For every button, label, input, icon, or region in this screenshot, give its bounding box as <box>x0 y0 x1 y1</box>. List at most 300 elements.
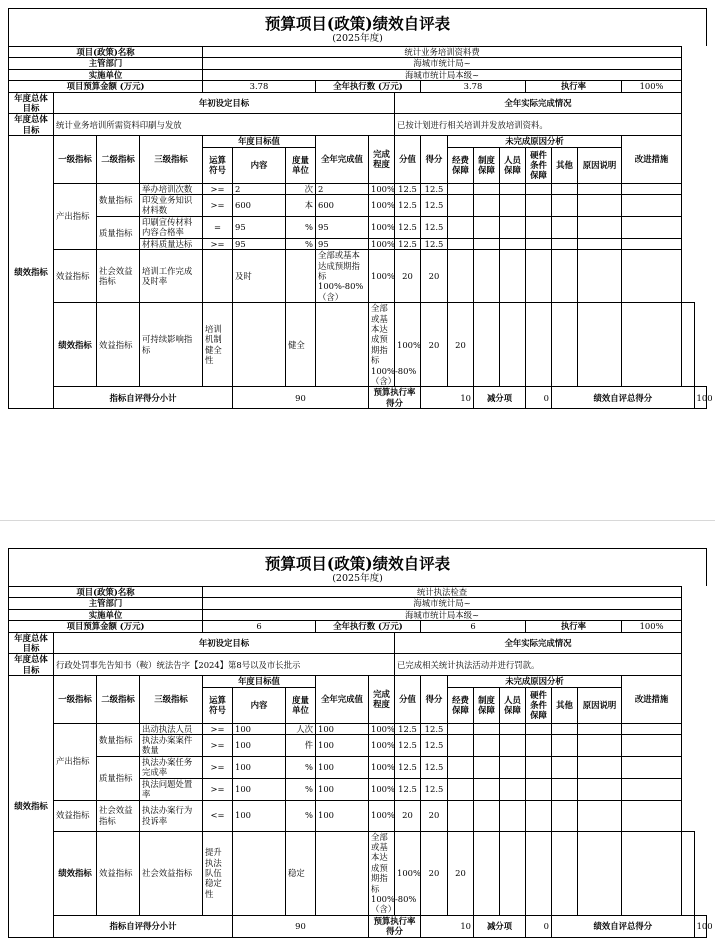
unit-cell: % <box>286 756 316 778</box>
table-row <box>9 756 707 778</box>
impl-value: 海城市统计局本级~ <box>203 69 682 80</box>
quantity-l2: 数量指标 <box>97 723 140 756</box>
actual-value-cell: 95 <box>316 238 369 249</box>
other-cell <box>552 735 578 757</box>
score-cell: 12.5 <box>421 735 448 757</box>
operator-cell: >= <box>203 238 233 249</box>
exec-rate-label: 执行率 <box>526 621 622 632</box>
reason-cell <box>578 735 622 757</box>
actual-value-cell: 100 <box>316 778 369 800</box>
hardware-cell <box>526 778 552 800</box>
budget-label: 项目预算金额 (万元) <box>9 621 203 632</box>
system-cell <box>474 250 500 303</box>
improve-cell <box>622 735 682 757</box>
reason-header: 原因说明 <box>578 147 622 183</box>
score-header: 得分 <box>421 136 448 183</box>
system-cell <box>474 195 500 217</box>
budget-score-value: 10 <box>421 387 474 409</box>
improve-cell <box>622 756 682 778</box>
benefit-l1: 效益指标 <box>54 250 97 303</box>
perf-indicators-label: 绩效指标 <box>9 676 54 937</box>
improve-header: 改进措施 <box>622 136 682 183</box>
score-cell: 20 <box>421 250 448 303</box>
score-cell: 12.5 <box>421 238 448 249</box>
unit-cell: 次 <box>286 183 316 194</box>
goal-label: 年度总体目标 <box>9 114 54 136</box>
funding-cell <box>474 303 500 387</box>
project-name-value: 统计业务培训资料费 <box>203 47 682 58</box>
target-content-cell: 600 <box>233 195 286 217</box>
target-content-cell: 100 <box>233 735 286 757</box>
unit-cell: % <box>286 800 316 831</box>
actual-value-cell: 2 <box>316 183 369 194</box>
impl-value: 海城市统计局本级~ <box>203 609 682 620</box>
funding-cell <box>448 800 474 831</box>
budget-value: 6 <box>203 621 316 632</box>
operator-cell: >= <box>203 723 233 734</box>
dept-label: 主管部门 <box>9 58 203 69</box>
operator-cell: <= <box>203 800 233 831</box>
actual-value-cell: 全部或基本达成预期指标100%-80%（含） <box>369 831 395 915</box>
system-cell <box>474 735 500 757</box>
self-subtotal-label: 指标自评得分小计 <box>54 915 233 937</box>
reason-cell <box>578 195 622 217</box>
reason-cell <box>578 238 622 249</box>
system-cell <box>474 800 500 831</box>
output-l1: 产出指标 <box>54 183 97 249</box>
system-header: 制度保障 <box>474 147 500 183</box>
hardware-cell <box>552 303 578 387</box>
funding-header: 经费保障 <box>448 147 474 183</box>
funding-cell <box>448 195 474 217</box>
op-header: 运算符号 <box>203 147 233 183</box>
benefit-l2: 社会效益指标 <box>97 250 140 303</box>
reason-cell <box>622 303 682 387</box>
level3-cell: 执法办案任务完成率 <box>140 756 203 778</box>
reason-cell <box>578 800 622 831</box>
unit-cell: 件 <box>286 735 316 757</box>
project-name-value: 统计执法检查 <box>203 587 682 598</box>
funding-cell <box>448 756 474 778</box>
exec-label: 全年执行数 (万元) <box>316 81 421 92</box>
form-header <box>8 8 707 46</box>
actual-value-cell: 95 <box>316 216 369 238</box>
exec-value: 3.78 <box>421 81 526 92</box>
benefit-l2: 社会效益指标 <box>97 800 140 831</box>
completion-cell: 100% <box>369 778 395 800</box>
system-cell <box>500 303 526 387</box>
staff-cell <box>500 723 526 734</box>
other-header: 其他 <box>552 147 578 183</box>
actual-value-cell: 全部或基本达成预期指标100%-80%（含） <box>316 250 369 303</box>
score-cell: 12.5 <box>421 756 448 778</box>
impl-label: 实施单位 <box>9 69 203 80</box>
deduct-label: 减分项 <box>474 915 526 937</box>
unit-cell: 人次 <box>286 723 316 734</box>
level3-cell: 执法问题处置率 <box>140 778 203 800</box>
project-name-label: 项目(政策)名称 <box>9 47 203 58</box>
total-value: 100 <box>694 387 706 409</box>
budget-score-label: 预算执行率得分 <box>369 387 421 409</box>
level1-header: 一级指标 <box>54 136 97 183</box>
target-content-cell: 95 <box>233 216 286 238</box>
level1-header: 一级指标 <box>54 676 97 723</box>
unit-cell: % <box>286 778 316 800</box>
self-subtotal-label: 指标自评得分小计 <box>54 387 233 409</box>
operator-cell <box>203 250 233 303</box>
completion-header: 完成程度 <box>369 676 395 723</box>
unit-header: 度量单位 <box>286 687 316 723</box>
level3-header: 三级指标 <box>140 136 203 183</box>
form-title: 预算项目(政策)绩效自评表 <box>264 14 451 33</box>
staff-header: 人员保障 <box>500 147 526 183</box>
level3-cell: 培训工作完成及时率 <box>140 250 203 303</box>
output-l1: 产出指标 <box>54 723 97 800</box>
score-value-cell: 12.5 <box>395 195 421 217</box>
budget-value: 3.78 <box>203 81 316 92</box>
score-value-cell: 12.5 <box>395 735 421 757</box>
completion-cell: 100% <box>369 195 395 217</box>
funding-cell <box>448 778 474 800</box>
funding-cell <box>448 216 474 238</box>
level3-cell: 印刷宣传材料内容合格率 <box>140 216 203 238</box>
other-header: 其他 <box>552 687 578 723</box>
hardware-cell <box>552 831 578 915</box>
score-cell: 12.5 <box>421 195 448 217</box>
form-year: (2025年度) <box>332 33 383 44</box>
score-value-cell: 12.5 <box>395 216 421 238</box>
system-cell <box>474 723 500 734</box>
reason-header: 原因说明 <box>578 687 622 723</box>
total-value: 100 <box>694 915 706 937</box>
actual-goal-header: 全年实际完成情况 <box>395 92 682 114</box>
unit-cell <box>316 303 369 387</box>
score-value-cell: 20 <box>395 250 421 303</box>
project-name-label: 项目(政策)名称 <box>9 587 203 598</box>
hardware-cell <box>526 216 552 238</box>
perf-indicators-label-2: 绩效指标 <box>54 831 97 915</box>
funding-cell <box>448 735 474 757</box>
quantity-l2: 数量指标 <box>97 183 140 216</box>
score-value-cell: 20 <box>421 303 448 387</box>
completion-cell: 100% <box>369 250 395 303</box>
score-cell: 20 <box>448 303 474 387</box>
other-cell <box>552 195 578 217</box>
score-cell: 12.5 <box>421 778 448 800</box>
actual-value-cell: 100 <box>316 735 369 757</box>
exec-label: 全年执行数 (万元) <box>316 621 421 632</box>
unit-cell: 本 <box>286 195 316 217</box>
reason-cell <box>578 216 622 238</box>
target-content-cell: 2 <box>233 183 286 194</box>
hardware-cell <box>526 195 552 217</box>
hardware-cell <box>526 183 552 194</box>
goal-label: 年度总体目标 <box>9 632 54 654</box>
improve-cell <box>682 831 694 915</box>
benefit-l1: 效益指标 <box>54 800 97 831</box>
operator-cell <box>233 831 286 915</box>
target-content-cell: 100 <box>233 800 286 831</box>
benefit2-l2: 社会效益指标 <box>140 831 203 915</box>
funding-header: 经费保障 <box>448 687 474 723</box>
improve-cell <box>622 723 682 734</box>
other-cell <box>552 238 578 249</box>
exec-rate-value: 100% <box>622 81 682 92</box>
target-content-cell: 100 <box>233 756 286 778</box>
level3-cell: 出动执法人员 <box>140 723 203 734</box>
level3-cell: 执法办案案件数量 <box>140 735 203 757</box>
unit-cell <box>316 831 369 915</box>
budget-label: 项目预算金额 (万元) <box>9 81 203 92</box>
table-row <box>9 831 707 915</box>
unfinished-header: 未完成原因分析 <box>448 136 622 147</box>
score-cell: 12.5 <box>421 723 448 734</box>
dept-value: 海城市统计局~ <box>203 598 682 609</box>
score-header: 得分 <box>421 676 448 723</box>
improve-cell <box>622 238 682 249</box>
score-value-header: 分值 <box>395 676 421 723</box>
target-content-cell: 95 <box>233 238 286 249</box>
level3-cell: 材料质量达标 <box>140 238 203 249</box>
level3-cell: 培训机制健全性 <box>203 303 233 387</box>
funding-cell <box>448 723 474 734</box>
improve-cell <box>622 195 682 217</box>
table-row <box>9 250 707 303</box>
improve-cell <box>622 216 682 238</box>
improve-cell <box>622 250 682 303</box>
hardware-cell <box>526 756 552 778</box>
score-cell: 12.5 <box>421 183 448 194</box>
table-row <box>9 183 707 194</box>
content-header: 内容 <box>233 687 286 723</box>
system-header: 制度保障 <box>474 687 500 723</box>
target-content-cell: 及时 <box>233 250 286 303</box>
score-value-cell: 12.5 <box>395 723 421 734</box>
staff-cell <box>500 250 526 303</box>
self-subtotal-value: 90 <box>233 915 369 937</box>
funding-cell <box>448 238 474 249</box>
evaluation-table <box>8 46 713 409</box>
reason-cell <box>578 723 622 734</box>
full-year-header: 全年完成值 <box>316 136 369 183</box>
level3-cell: 提升执法队伍稳定性 <box>203 831 233 915</box>
funding-cell <box>448 250 474 303</box>
budget-score-label: 预算执行率得分 <box>369 915 421 937</box>
hardware-cell <box>526 723 552 734</box>
level2-header: 二级指标 <box>97 136 140 183</box>
deduct-label: 减分项 <box>474 387 526 409</box>
score-cell: 20 <box>448 831 474 915</box>
other-cell <box>552 778 578 800</box>
actual-value-cell: 100 <box>316 756 369 778</box>
unit-cell <box>286 250 316 303</box>
exec-rate-value: 100% <box>622 621 682 632</box>
operator-cell: = <box>203 216 233 238</box>
deduct-value: 0 <box>526 915 552 937</box>
table-row <box>9 800 707 831</box>
improve-cell <box>622 800 682 831</box>
completion-cell: 100% <box>369 238 395 249</box>
staff-cell <box>500 778 526 800</box>
total-label: 绩效自评总得分 <box>552 387 695 409</box>
table-row <box>9 216 707 238</box>
staff-cell <box>500 195 526 217</box>
completion-cell: 100% <box>395 831 421 915</box>
deduct-value: 0 <box>526 387 552 409</box>
hardware-header: 硬件条件保障 <box>526 147 552 183</box>
staff-cell <box>526 831 552 915</box>
target-content-cell: 稳定 <box>286 831 316 915</box>
improve-cell <box>622 183 682 194</box>
form-title: 预算项目(政策)绩效自评表 <box>264 554 451 573</box>
evaluation-table <box>8 586 713 938</box>
completion-cell: 100% <box>369 735 395 757</box>
other-cell <box>552 216 578 238</box>
target-content-cell: 健全 <box>286 303 316 387</box>
reason-cell <box>578 183 622 194</box>
staff-cell <box>526 303 552 387</box>
completion-cell: 100% <box>369 800 395 831</box>
score-cell: 20 <box>421 800 448 831</box>
operator-cell: >= <box>203 756 233 778</box>
other-cell <box>552 800 578 831</box>
funding-cell <box>474 831 500 915</box>
op-header: 运算符号 <box>203 687 233 723</box>
level3-cell: 举办培训次数 <box>140 183 203 194</box>
completion-cell: 100% <box>369 723 395 734</box>
score-cell: 12.5 <box>421 216 448 238</box>
unit-cell: % <box>286 216 316 238</box>
dept-value: 海城市统计局~ <box>203 58 682 69</box>
table-row <box>9 723 707 734</box>
operator-cell <box>233 303 286 387</box>
init-goal-header: 年初设定目标 <box>54 92 395 114</box>
evaluation-form <box>8 548 713 938</box>
level3-cell: 执法办案行为投诉率 <box>140 800 203 831</box>
level3-cell: 印发业务知识材料数 <box>140 195 203 217</box>
score-value-header: 分值 <box>395 136 421 183</box>
score-value-cell: 12.5 <box>395 183 421 194</box>
actual-value-cell: 100 <box>316 800 369 831</box>
unfinished-header: 未完成原因分析 <box>448 676 622 687</box>
system-cell <box>474 778 500 800</box>
target-content-cell: 100 <box>233 778 286 800</box>
target-header: 年度目标值 <box>203 676 316 687</box>
goal-label: 年度总体目标 <box>9 92 54 114</box>
score-value-cell: 20 <box>421 831 448 915</box>
completion-cell: 100% <box>369 756 395 778</box>
system-cell <box>474 756 500 778</box>
actual-goal-value: 已按计划进行相关培训并发放培训资料。 <box>395 114 682 136</box>
form-header <box>8 548 707 586</box>
staff-cell <box>500 756 526 778</box>
other-cell <box>578 303 622 387</box>
other-cell <box>552 183 578 194</box>
funding-cell <box>448 183 474 194</box>
other-cell <box>578 831 622 915</box>
staff-cell <box>500 183 526 194</box>
self-subtotal-value: 90 <box>233 387 369 409</box>
actual-value-cell: 全部或基本达成预期指标100%-80%（含） <box>369 303 395 387</box>
other-cell <box>552 250 578 303</box>
goal-label: 年度总体目标 <box>9 654 54 676</box>
staff-cell <box>500 238 526 249</box>
unit-header: 度量单位 <box>286 147 316 183</box>
level3-header: 三级指标 <box>140 676 203 723</box>
impl-label: 实施单位 <box>9 609 203 620</box>
reason-cell <box>578 756 622 778</box>
exec-rate-label: 执行率 <box>526 81 622 92</box>
staff-header: 人员保障 <box>500 687 526 723</box>
target-content-cell: 100 <box>233 723 286 734</box>
actual-goal-value: 已完成相关统计执法活动并进行罚款。 <box>395 654 682 676</box>
operator-cell: >= <box>203 195 233 217</box>
score-value-cell: 12.5 <box>395 778 421 800</box>
system-cell <box>474 216 500 238</box>
improve-header: 改进措施 <box>622 676 682 723</box>
page-divider <box>0 520 715 521</box>
operator-cell: >= <box>203 735 233 757</box>
init-goal-header: 年初设定目标 <box>54 632 395 654</box>
improve-cell <box>622 778 682 800</box>
level2-header: 二级指标 <box>97 676 140 723</box>
total-label: 绩效自评总得分 <box>552 915 695 937</box>
score-value-cell: 20 <box>395 800 421 831</box>
full-year-header: 全年完成值 <box>316 676 369 723</box>
unit-cell: % <box>286 238 316 249</box>
hardware-cell <box>526 250 552 303</box>
operator-cell: >= <box>203 183 233 194</box>
operator-cell: >= <box>203 778 233 800</box>
staff-cell <box>500 800 526 831</box>
system-cell <box>474 238 500 249</box>
reason-cell <box>578 250 622 303</box>
benefit2-l2: 可持续影响指标 <box>140 303 203 387</box>
target-header: 年度目标值 <box>203 136 316 147</box>
score-value-cell: 12.5 <box>395 756 421 778</box>
reason-cell <box>622 831 682 915</box>
actual-value-cell: 100 <box>316 723 369 734</box>
exec-value: 6 <box>421 621 526 632</box>
improve-cell <box>682 303 694 387</box>
staff-cell <box>500 216 526 238</box>
form-year: (2025年度) <box>332 573 383 584</box>
perf-indicators-label-2: 绩效指标 <box>54 303 97 387</box>
other-cell <box>552 756 578 778</box>
dept-label: 主管部门 <box>9 598 203 609</box>
system-cell <box>474 183 500 194</box>
quality-l2: 质量指标 <box>97 756 140 800</box>
hardware-cell <box>526 735 552 757</box>
hardware-header: 硬件条件保障 <box>526 687 552 723</box>
completion-cell: 100% <box>369 216 395 238</box>
benefit2-l1: 效益指标 <box>97 303 140 387</box>
content-header: 内容 <box>233 147 286 183</box>
perf-indicators-label: 绩效指标 <box>9 136 54 409</box>
actual-value-cell: 600 <box>316 195 369 217</box>
completion-header: 完成程度 <box>369 136 395 183</box>
staff-cell <box>500 735 526 757</box>
init-goal-value: 统计业务培训所需资料印刷与发放 <box>54 114 395 136</box>
actual-goal-header: 全年实际完成情况 <box>395 632 682 654</box>
score-value-cell: 12.5 <box>395 238 421 249</box>
system-cell <box>500 831 526 915</box>
completion-cell: 100% <box>395 303 421 387</box>
evaluation-form <box>8 8 713 409</box>
benefit2-l1: 效益指标 <box>97 831 140 915</box>
hardware-cell <box>526 238 552 249</box>
hardware-cell <box>526 800 552 831</box>
